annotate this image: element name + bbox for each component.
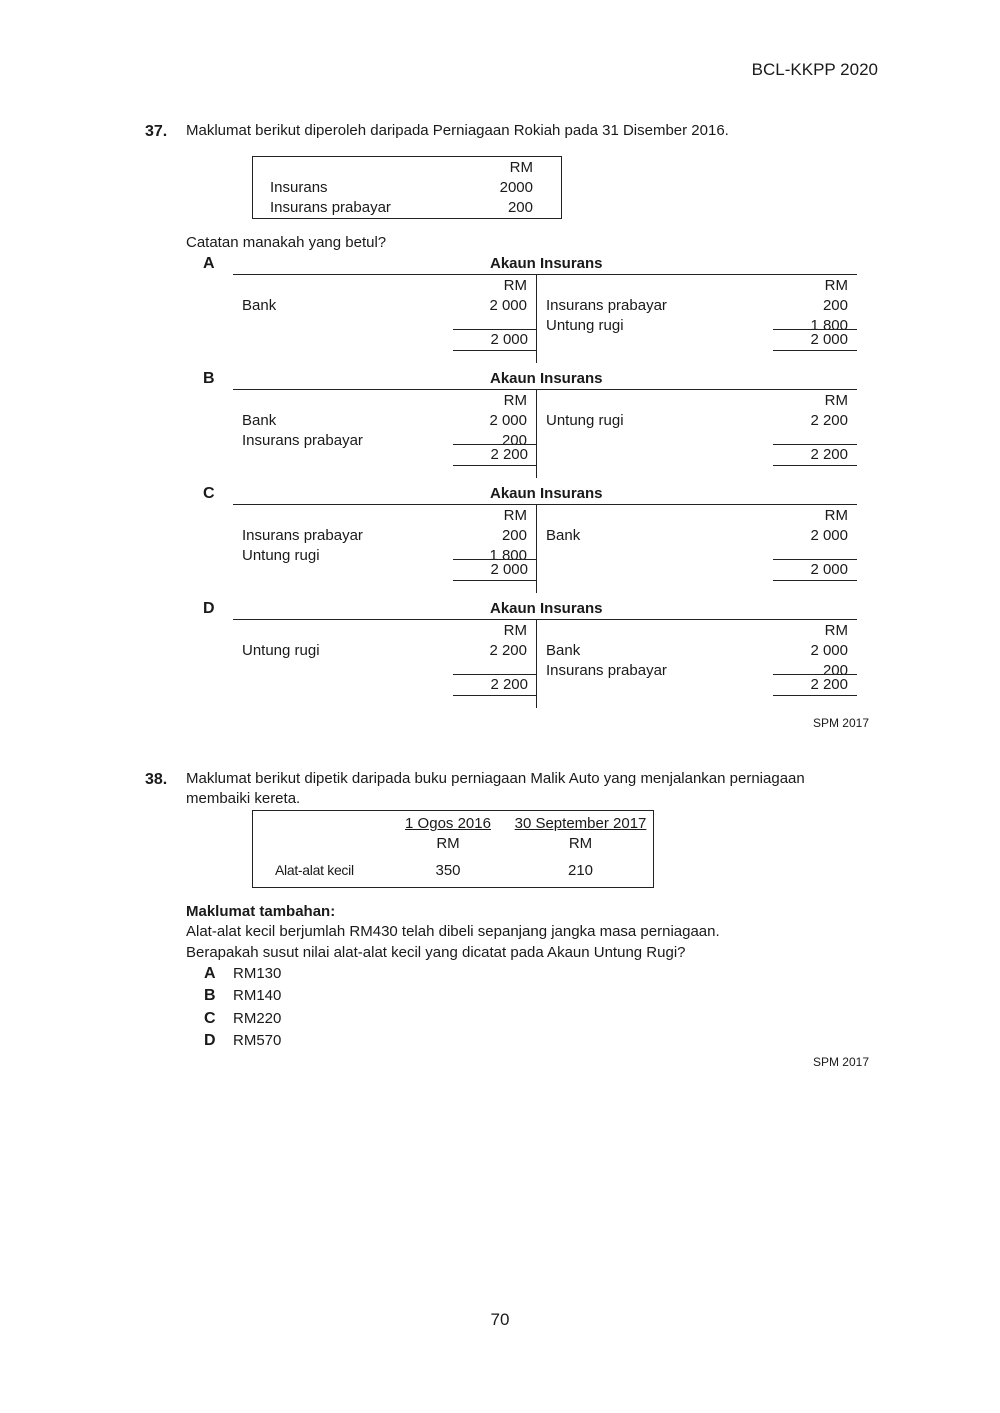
extra-info-heading: Maklumat tambahan: [186, 903, 336, 920]
option-letter: C [203, 485, 215, 502]
option-letter: A [203, 255, 215, 272]
debit-label: Untung rugi [242, 642, 320, 659]
credit-unit: RM [824, 507, 848, 524]
account-top-rule [233, 274, 857, 275]
page-number: 70 [490, 1310, 510, 1329]
choice-letter: D [204, 1032, 216, 1049]
credit-label: Insurans prabayar [546, 662, 667, 679]
credit-total: 2 000 [773, 559, 857, 581]
question-37-text: Maklumat berikut diperoleh daripada Perniagaan Rokiah pada 31 Disember 2016. [186, 122, 729, 139]
credit-label: Untung rugi [546, 317, 624, 334]
option-letter: B [203, 370, 215, 387]
debit-total: 2 000 [453, 559, 537, 581]
option-c-account[interactable] [200, 485, 860, 595]
table-value-col2: 210 [567, 862, 594, 879]
table-row-label: Alat-alat kecil [275, 862, 354, 878]
option-b-account[interactable] [200, 370, 860, 480]
choice-letter: A [204, 965, 216, 982]
debit-label: Bank [242, 412, 277, 429]
credit-unit: RM [824, 277, 848, 294]
credit-value: 2 000 [810, 527, 848, 544]
credit-total: 2 000 [773, 329, 857, 351]
choice-letter: C [204, 1010, 216, 1027]
credit-value: 1 800 [810, 317, 848, 334]
account-top-rule [233, 504, 857, 505]
debit-value: 2 000 [489, 412, 527, 429]
choice-d[interactable] [204, 1032, 282, 1050]
question-38-text-line1: Maklumat berikut dipetik daripada buku perniagaan Malik Auto yang menjalankan perniagaan [186, 770, 805, 787]
question-37-source: SPM 2017 [812, 716, 869, 730]
credit-value: 2 200 [810, 412, 848, 429]
choice-text: RM220 [233, 1010, 282, 1027]
question-38-number: 38. [145, 771, 168, 788]
choice-b[interactable] [204, 987, 282, 1005]
debit-total: 2 200 [453, 444, 537, 466]
debit-unit: RM [503, 277, 527, 294]
debit-value: 200 [501, 432, 527, 449]
choice-text: RM130 [233, 965, 282, 982]
credit-total: 2 200 [773, 444, 857, 466]
choice-letter: B [204, 987, 216, 1004]
debit-label: Bank [242, 297, 277, 314]
table-unit-col1: RM [436, 835, 460, 852]
info-box-value: 2000 [499, 179, 533, 196]
question-38-table [252, 810, 654, 888]
table-header-col1: 1 Ogos 2016 [405, 815, 491, 832]
debit-value: 2 200 [489, 642, 527, 659]
question-37-info-box [252, 156, 562, 219]
account-title: Akaun Insurans [490, 600, 603, 617]
option-a-account[interactable] [200, 255, 860, 365]
question-38-text-line2: membaiki kereta. [186, 790, 301, 807]
table-header-col2: 30 September 2017 [514, 815, 647, 832]
table-unit-col2: RM [568, 835, 593, 852]
debit-label: Insurans prabayar [242, 527, 363, 544]
account-title: Akaun Insurans [490, 370, 603, 387]
choice-a[interactable] [204, 965, 282, 983]
debit-unit: RM [503, 507, 527, 524]
debit-total: 2 200 [453, 674, 537, 696]
credit-value: 200 [822, 297, 848, 314]
question-37-prompt: Catatan manakah yang betul? [186, 234, 387, 251]
account-top-rule [233, 389, 857, 390]
debit-value: 200 [501, 527, 527, 544]
info-box-value: 200 [507, 199, 533, 216]
question-38-prompt: Berapakah susut nilai alat-alat kecil yang dicatat pada Akaun Untung Rugi? [186, 944, 686, 961]
table-value-col1: 350 [435, 862, 461, 879]
option-letter: D [203, 600, 215, 617]
credit-label: Untung rugi [546, 412, 624, 429]
info-box-label: Insurans prabayar [270, 199, 391, 216]
info-box-label: Insurans [270, 179, 328, 196]
credit-label: Insurans prabayar [546, 297, 667, 314]
debit-unit: RM [503, 392, 527, 409]
info-box-unit: RM [509, 159, 533, 176]
extra-info-text: Alat-alat kecil berjumlah RM430 telah dibeli sepanjang jangka masa perniagaan. [186, 923, 720, 940]
debit-total: 2 000 [453, 329, 537, 351]
credit-unit: RM [824, 622, 848, 639]
choice-text: RM140 [233, 987, 282, 1004]
choice-text: RM570 [233, 1032, 282, 1049]
document-header: BCL-KKPP 2020 [751, 60, 878, 79]
credit-label: Bank [546, 527, 581, 544]
account-title: Akaun Insurans [490, 255, 603, 272]
credit-value: 200 [822, 662, 848, 679]
option-d-account[interactable] [200, 600, 860, 710]
debit-label: Untung rugi [242, 547, 320, 564]
choice-c[interactable] [204, 1010, 282, 1028]
credit-value: 2 000 [810, 642, 848, 659]
question-38-source: SPM 2017 [812, 1055, 869, 1069]
credit-label: Bank [546, 642, 581, 659]
debit-unit: RM [503, 622, 527, 639]
account-top-rule [233, 619, 857, 620]
question-37-number: 37. [145, 123, 168, 140]
credit-unit: RM [824, 392, 848, 409]
debit-label: Insurans prabayar [242, 432, 363, 449]
debit-value: 2 000 [489, 297, 527, 314]
credit-total: 2 200 [773, 674, 857, 696]
account-title: Akaun Insurans [490, 485, 603, 502]
debit-value: 1 800 [489, 547, 527, 564]
